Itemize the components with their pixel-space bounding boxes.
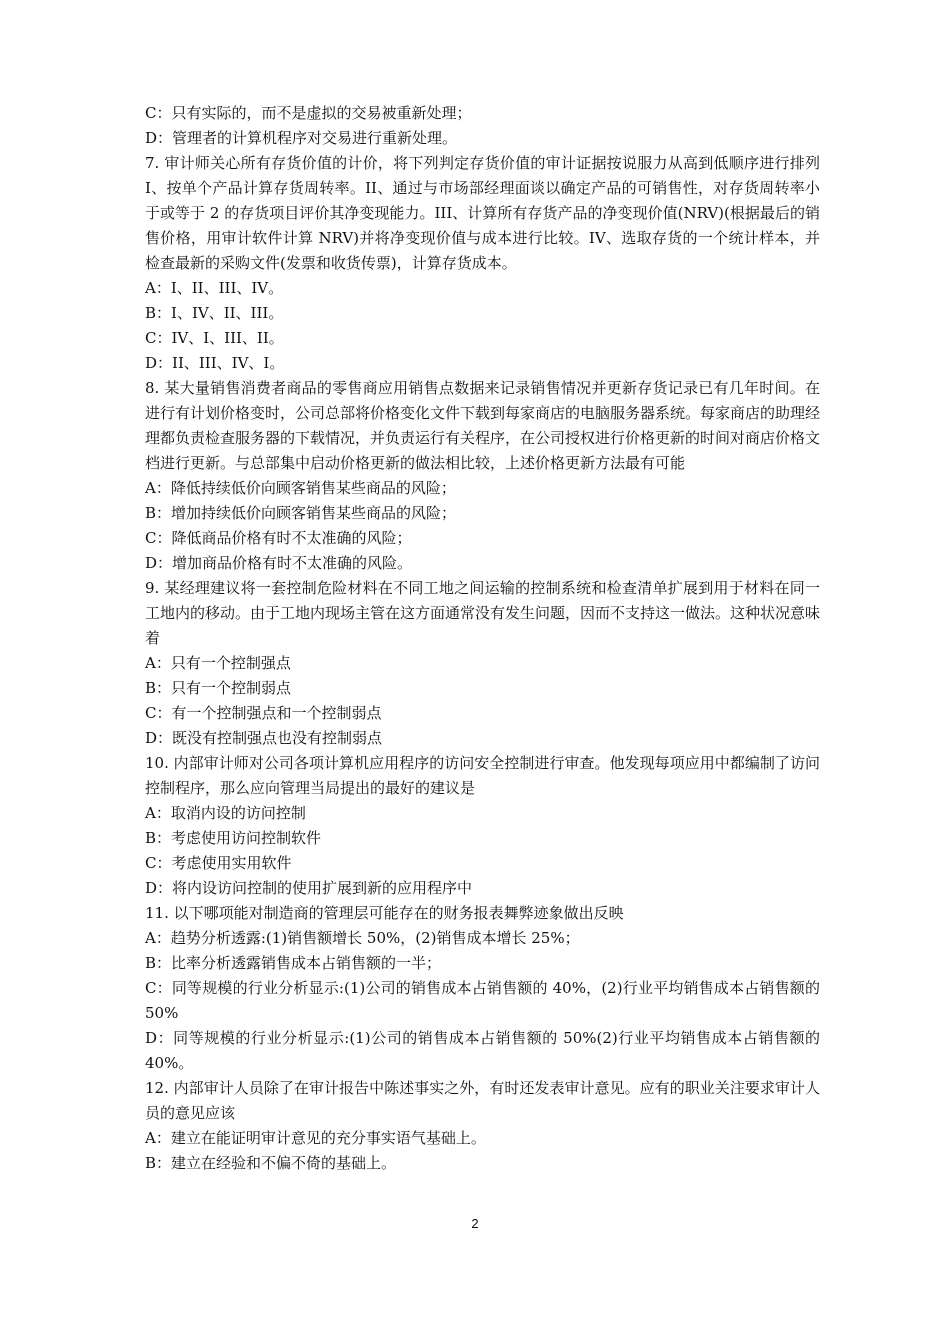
option-line: B：增加持续低价向顾客销售某些商品的风险； (145, 504, 457, 522)
option-line: A：取消内设的访问控制 (145, 804, 306, 822)
question-12: 12. 内部审计人员除了在审计报告中陈述事实之外，有时还发表审计意见。应有的职业关注要求审计人员的意见应该 (145, 1079, 820, 1122)
question-8: 8. 某大量销售消费者商品的零售商应用销售点数据来记录销售情况并更新存货记录已有几年时间。在进行有计划价格变时，公司总部将价格变化文件下载到每家商店的电脑服务器系统。每家商店的助理经理都负责检查服务器的下载情况，并负责运行有关程序，在公司授权进行价格更新的时间对商店价格文档进行更新。与总部集中启动价格更新的做法相比较，上述价格更新方法最有可能 (145, 379, 821, 472)
option-line: A：降低持续低价向顾客销售某些商品的风险； (145, 479, 456, 497)
question-11: 11. 以下哪项能对制造商的管理层可能存在的财务报表舞弊迹象做出反映 (145, 904, 624, 922)
option-line: D：管理者的计算机程序对交易进行重新处理。 (145, 129, 458, 147)
option-line: B：比率分析透露销售成本占销售额的一半； (145, 954, 442, 972)
option-line: B：建立在经验和不偏不倚的基础上。 (145, 1154, 397, 1172)
question-7: 7. 审计师关心所有存货价值的计价，将下列判定存货价值的审计证据按说服力从高到低顺序进行排列 I、按单个产品计算存货周转率。II、通过与市场部经理面谈以确定产品的可销售性，对存货周转率小于或等于 2 的存货项目评价其净变现能力。III、计算所有存货产品的净变现价值(NRV)(根据最后的销售价格，用审计软件计算 NRV)并将净变现价值与成本进行比较。IV、选取存货的一个统计样本，并检查最新的采购文件(发票和收货传票)，计算存货成本。 (145, 154, 820, 272)
option-line: A：建立在能证明审计意见的充分事实语气基础上。 (145, 1129, 486, 1147)
question-10: 10. 内部审计师对公司各项计算机应用程序的访问安全控制进行审查。他发现每项应用中都编制了访问控制程序，那么应向管理当局提出的最好的建议是 (145, 754, 820, 797)
page-number: 2 (471, 1216, 479, 1231)
option-line: C：降低商品价格有时不太准确的风险； (145, 529, 412, 547)
option-line: C：同等规模的行业分析显示:(1)公司的销售成本占销售额的 40%，(2)行业平均销售成本占销售额的 50% (145, 979, 820, 1022)
option-line: B：考虑使用访问控制软件 (145, 829, 322, 847)
option-line: C：考虑使用实用软件 (145, 854, 292, 872)
document-body (145, 101, 820, 1176)
option-line: D：同等规模的行业分析显示:(1)公司的销售成本占销售额的 50%(2)行业平均销售成本占销售额的 40%。 (145, 1029, 820, 1072)
option-line: D：增加商品价格有时不太准确的风险。 (145, 554, 413, 572)
option-line: A：趋势分析透露:(1)销售额增长 50%，(2)销售成本增长 25%； (145, 929, 580, 947)
option-line: A：只有一个控制强点 (145, 654, 291, 672)
option-line: B：只有一个控制弱点 (145, 679, 292, 697)
option-line: D：既没有控制强点也没有控制弱点 (145, 729, 383, 747)
option-line: A：I、II、III、IV。 (145, 279, 284, 297)
option-line: C：IV、I、III、II。 (145, 329, 284, 347)
option-line: C：有一个控制强点和一个控制弱点 (145, 704, 382, 722)
option-line: D：II、III、IV、I。 (145, 354, 285, 372)
option-line: C：只有实际的，而不是虚拟的交易被重新处理； (145, 104, 472, 122)
option-line: B：I、IV、II、III。 (145, 304, 284, 322)
option-line: D：将内设访问控制的使用扩展到新的应用程序中 (145, 879, 473, 897)
question-9: 9. 某经理建议将一套控制危险材料在不同工地之间运输的控制系统和检查清单扩展到用于材料在同一工地内的移动。由于工地内现场主管在这方面通常没有发生问题，因而不支持这一做法。这种状况意味着 (145, 579, 821, 647)
